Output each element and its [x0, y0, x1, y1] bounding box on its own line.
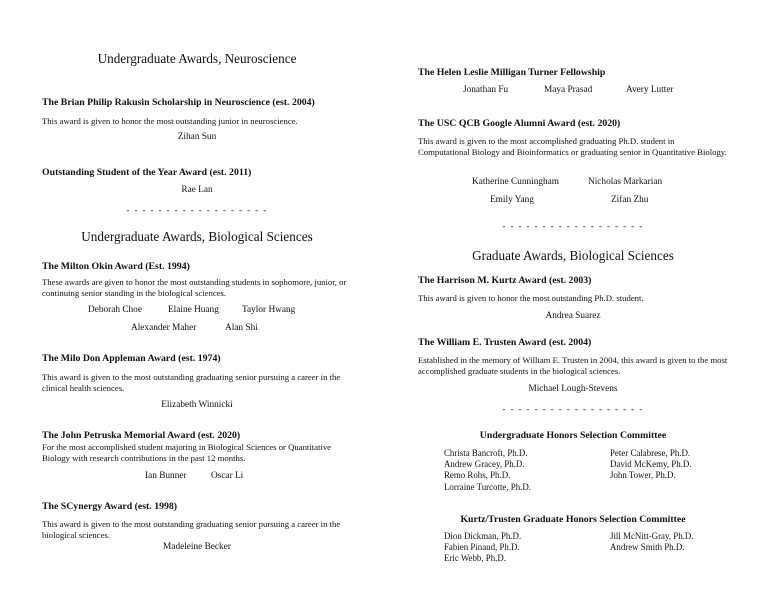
committee-members-left: [444, 531, 521, 565]
award-title-kurtz: The Harrison M. Kurtz Award (est. 2003): [418, 275, 592, 286]
recipient-name: Alan Shi: [225, 323, 258, 333]
divider: - - - - - - - - - - - - - - - - - -: [502, 221, 644, 231]
committee-member: Christa Bancroft, Ph.D.: [444, 448, 528, 458]
committee-member: Remo Rohs, Ph.D.: [444, 470, 511, 481]
section-title-biological-sciences: Undergraduate Awards, Biological Sciences: [81, 229, 313, 244]
recipient-name: Maya Prasad: [544, 85, 593, 95]
recipient-name: Michael Lough-Stevens: [528, 384, 618, 394]
award-desc-appleman: This award is given to the most outstanding graduating senior pursuing a career in the clinical health sciences.: [42, 372, 341, 393]
committee-member: Andrew Smith Ph.D.: [610, 542, 685, 553]
right-column: [418, 0, 728, 594]
award-title-petruska: The John Petruska Memorial Award (est. 2020): [42, 430, 241, 441]
committee-member: Eric Webb, Ph.D.: [444, 553, 506, 564]
committee-member: Dion Dickman, Ph.D.: [444, 531, 522, 541]
committee-members-left: [444, 448, 531, 493]
award-title-okin: The Milton Okin Award (Est. 1994): [42, 261, 190, 272]
recipient-name: Oscar Li: [211, 471, 244, 481]
recipient-name: Elizabeth Winnicki: [161, 400, 233, 410]
award-desc-kurtz: This award is given to honor the most outstanding Ph.D. student.: [418, 293, 644, 303]
recipient-name: Avery Lutter: [626, 85, 674, 95]
recipient-name: Deborah Choe: [88, 305, 142, 315]
recipient-name: Nicholas Markarian: [588, 177, 663, 187]
award-desc-qcb: This award is given to the most accomplished graduating Ph.D. student in Computational Biology and Bioinformatics or graduating senior in Quantitative Biology.: [418, 136, 727, 157]
recipient-name: Taylor Hwang: [242, 305, 296, 315]
recipient-name: Emily Yang: [490, 195, 534, 205]
committee-member: Fabien Pinaud, Ph.D.: [444, 542, 520, 553]
recipient-name: Elaine Huang: [168, 305, 219, 315]
section-title-graduate-awards: Graduate Awards, Biological Sciences: [472, 248, 674, 263]
award-desc-trusten: Established in the memory of William E. Trusten in 2004, this award is given to the most accomplished graduate students in the biological sciences.: [418, 355, 728, 376]
award-title-student-of-year: Outstanding Student of the Year Award (est. 2011): [42, 167, 252, 178]
left-column: [42, 0, 352, 594]
committee-member: Andrew Gracey, Ph.D.: [444, 459, 525, 470]
award-title-rakusin: The Brian Philip Rakusin Scholarship in Neuroscience (est. 2004): [42, 97, 315, 108]
committee-title-undergraduate: Undergraduate Honors Selection Committee: [479, 430, 667, 441]
recipient-name: Rae Lan: [181, 185, 213, 195]
committee-title-graduate: Kurtz/Trusten Graduate Honors Selection Committee: [460, 514, 686, 525]
recipient-name: Madeleine Becker: [163, 542, 231, 552]
recipient-name: Alexander Maher: [131, 323, 197, 333]
recipient-name: Katherine Cunningham: [472, 177, 560, 187]
committee-member: Peter Calabrese, Ph.D.: [610, 448, 691, 458]
award-title-turner: The Helen Leslie Milligan Turner Fellowship: [418, 67, 606, 78]
award-desc-petruska: For the most accomplished student majoring in Biological Sciences or Quantitative Biology with research contributions in the past 12 months.: [42, 442, 332, 463]
recipient-name: Ian Bunner: [145, 471, 187, 481]
divider: - - - - - - - - - - - - - - - - - -: [126, 205, 268, 215]
committee-members-right: [610, 448, 692, 482]
award-title-trusten: The William E. Trusten Award (est. 2004): [418, 337, 592, 348]
recipient-name: Andrea Suarez: [545, 311, 601, 321]
award-title-scynergy: The SCynergy Award (est. 1998): [42, 501, 178, 512]
recipient-name: Zihan Sun: [177, 132, 217, 142]
award-desc-rakusin: This award is given to honor the most outstanding junior in neuroscience.: [42, 116, 298, 126]
committee-member: Lorraine Turcotte, Ph.D.: [444, 481, 532, 492]
award-title-appleman: The Milo Don Appleman Award (est. 1974): [42, 353, 221, 364]
award-desc-scynergy: This award is given to the most outstanding graduating senior pursuing a career in the biological sciences.: [42, 519, 341, 540]
section-title-neuroscience: Undergraduate Awards, Neuroscience: [97, 51, 297, 66]
recipient-name: Jonathan Fu: [463, 85, 509, 95]
divider: - - - - - - - - - - - - - - - - - -: [502, 404, 644, 414]
committee-member: John Tower, Ph.D.: [610, 470, 676, 481]
recipient-name: Zifan Zhu: [611, 195, 649, 205]
committee-members-right: [610, 531, 693, 553]
committee-member: Jill McNitt-Gray, Ph.D.: [610, 531, 694, 541]
committee-member: David McKemy, Ph.D.: [610, 459, 692, 470]
award-desc-okin: These awards are given to honor the most outstanding students in sophomore, junior, or continuing senior standing in the biological sciences.: [42, 277, 347, 298]
award-title-qcb: The USC QCB Google Alumni Award (est. 2020): [418, 118, 621, 129]
